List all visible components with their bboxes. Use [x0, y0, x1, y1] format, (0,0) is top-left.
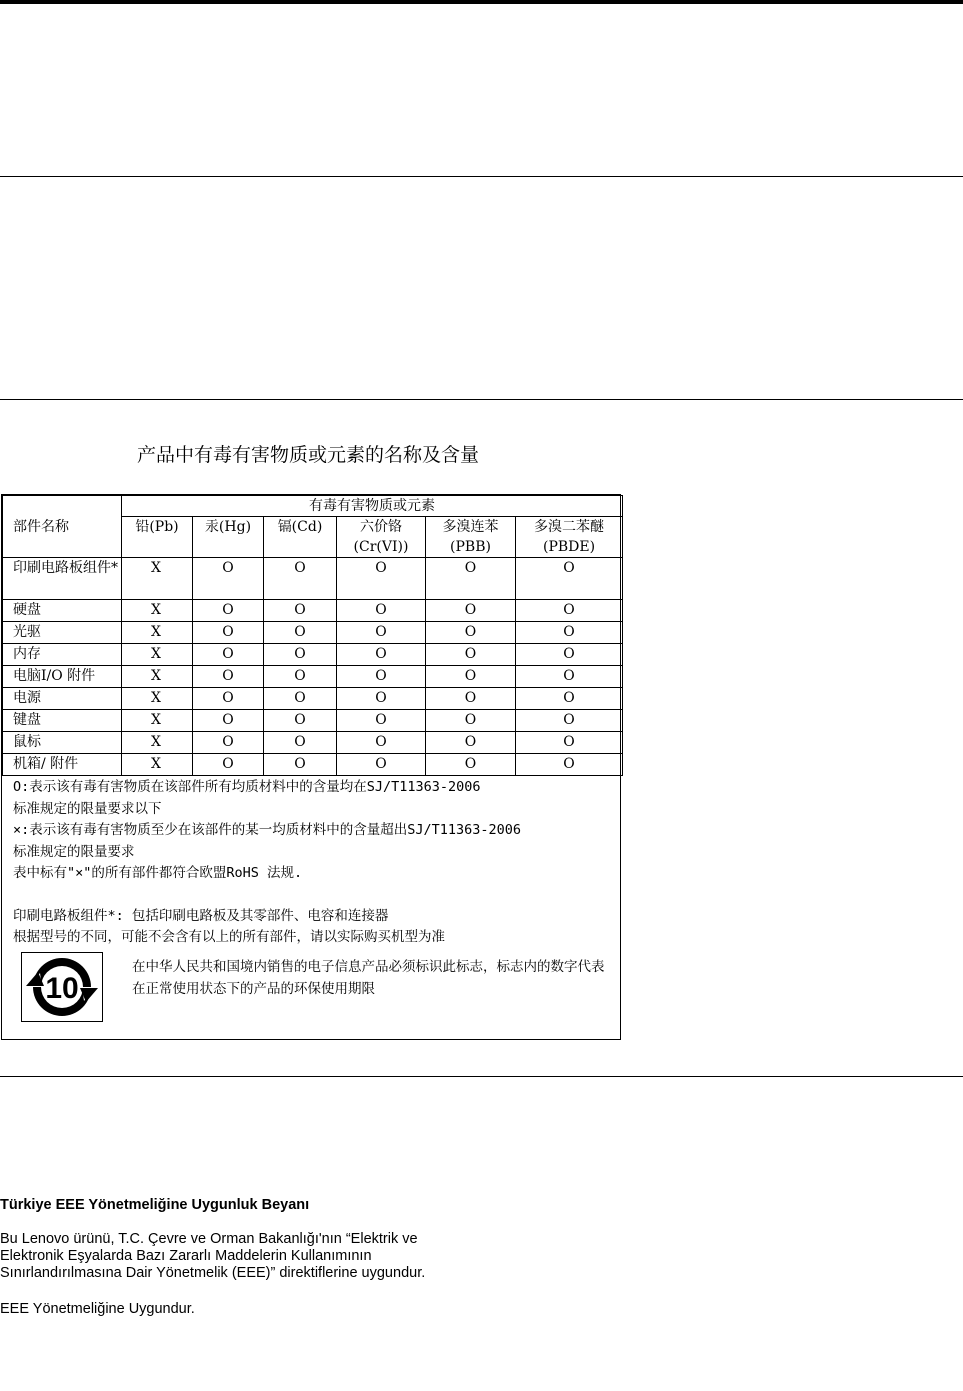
table-row: [3, 558, 623, 600]
substance-value-cell: X: [122, 732, 193, 754]
section-divider: [0, 399, 963, 400]
part-name-cell: 机箱/ 附件: [3, 754, 122, 776]
substance-value-cell: O: [426, 622, 516, 644]
substance-column-header: 六价铬 (Cr(VI)): [337, 517, 426, 558]
substance-value-cell: O: [426, 558, 516, 600]
substance-value-cell: O: [426, 710, 516, 732]
turkey-body-line: Bu Lenovo ürünü, T.C. Çevre ve Orman Bakanlığı'nın “Elektrik ve: [0, 1231, 418, 1247]
substance-value-cell: O: [516, 710, 623, 732]
part-name-header: 部件名称: [3, 496, 122, 558]
part-name-cell: 电源: [3, 688, 122, 710]
part-name-cell: 光驱: [3, 622, 122, 644]
turkey-declaration-title: Türkiye EEE Yönetmeliğine Uygunluk Beyanı: [0, 1197, 310, 1213]
substance-value-cell: O: [337, 754, 426, 776]
table-row: [3, 666, 623, 688]
substance-value-cell: O: [516, 622, 623, 644]
substance-value-cell: O: [193, 558, 264, 600]
substance-value-cell: O: [193, 732, 264, 754]
table-notes: [13, 777, 613, 949]
note-line: 标准规定的限量要求: [13, 843, 135, 860]
substance-value-cell: O: [264, 754, 337, 776]
section-divider: [0, 1076, 963, 1077]
substance-value-cell: O: [426, 688, 516, 710]
substance-value-cell: X: [122, 622, 193, 644]
rohs-declaration-box: [1, 494, 621, 1040]
part-name-cell: 键盘: [3, 710, 122, 732]
turkey-declaration-footer: EEE Yönetmeliğine Uygundur.: [0, 1301, 195, 1317]
substance-value-cell: O: [337, 558, 426, 600]
substance-value-cell: O: [426, 666, 516, 688]
table-row: [3, 644, 623, 666]
substance-value-cell: X: [122, 754, 193, 776]
substance-value-cell: O: [264, 688, 337, 710]
substance-value-cell: O: [264, 710, 337, 732]
part-name-cell: 鼠标: [3, 732, 122, 754]
table-row: [3, 622, 623, 644]
table-row: [3, 688, 623, 710]
substance-value-cell: O: [426, 600, 516, 622]
substance-value-cell: O: [193, 710, 264, 732]
epup-description: 在中华人民共和国境内销售的电子信息产品必须标识此标志，标志内的数字代表在正常使用状态下的产品的环保使用期限: [132, 959, 605, 997]
turkey-body-line: Elektronik Eşyalarda Bazı Zararlı Maddelerin Kullanımının: [0, 1248, 372, 1264]
substance-value-cell: X: [122, 558, 193, 600]
substance-value-cell: O: [193, 688, 264, 710]
substance-column-header: 多溴连苯 (PBB): [426, 517, 516, 558]
table-row: [3, 754, 623, 776]
substance-column-header: 镉(Cd): [264, 517, 337, 558]
note-line: 标准规定的限量要求以下: [13, 800, 162, 817]
substance-column-header: 汞(Hg): [193, 517, 264, 558]
substance-value-cell: X: [122, 600, 193, 622]
part-name-cell: 硬盘: [3, 600, 122, 622]
note-spacer: [13, 885, 613, 906]
substance-value-cell: O: [193, 666, 264, 688]
substance-value-cell: O: [193, 622, 264, 644]
substance-value-cell: O: [337, 622, 426, 644]
rohs-title: 产品中有毒有害物质或元素的名称及含量: [137, 444, 480, 466]
substance-value-cell: O: [516, 600, 623, 622]
note-line: ×:表示该有毒有害物质至少在该部件的某一均质材料中的含量超出SJ/T11363-2006: [13, 822, 522, 838]
substances-header: 有毒有害物质或元素: [122, 496, 623, 517]
section-divider: [0, 176, 963, 177]
part-name-cell: 内存: [3, 644, 122, 666]
substance-value-cell: O: [516, 732, 623, 754]
turkey-declaration-body: [0, 1231, 425, 1282]
note-line: O:表示该有毒有害物质在该部件所有均质材料中的含量均在SJ/T11363-2006: [13, 779, 481, 795]
substance-value-cell: O: [264, 732, 337, 754]
top-rule: [0, 0, 963, 4]
table-row: [3, 710, 623, 732]
part-name-cell: 印刷电路板组件*: [3, 558, 122, 600]
substance-value-cell: O: [516, 644, 623, 666]
turkey-eee-declaration: [0, 1197, 425, 1318]
substance-value-cell: X: [122, 688, 193, 710]
substance-value-cell: O: [337, 666, 426, 688]
substance-value-cell: O: [516, 688, 623, 710]
substance-value-cell: O: [193, 644, 264, 666]
substance-value-cell: O: [426, 754, 516, 776]
turkey-body-line: Sınırlandırılmasına Dair Yönetmelik (EEE)” direktiflerine uygundur.: [0, 1265, 426, 1281]
substance-value-cell: O: [337, 644, 426, 666]
table-row: [3, 732, 623, 754]
substance-value-cell: O: [264, 644, 337, 666]
substance-value-cell: O: [264, 600, 337, 622]
table-row: [3, 600, 623, 622]
substance-value-cell: O: [337, 688, 426, 710]
epup-number: 10: [45, 972, 79, 1005]
note-line: 根据型号的不同，可能不会含有以上的所有部件，请以实际购买机型为准: [13, 929, 445, 945]
note-line: 表中标有"×"的所有部件都符合欧盟RoHS 法规.: [13, 865, 303, 881]
environmental-protection-use-period-logo: [21, 952, 103, 1022]
substance-value-cell: O: [193, 600, 264, 622]
substance-value-cell: O: [337, 732, 426, 754]
substance-value-cell: X: [122, 710, 193, 732]
substance-value-cell: O: [516, 666, 623, 688]
substance-value-cell: X: [122, 644, 193, 666]
substance-value-cell: O: [516, 754, 623, 776]
substance-value-cell: O: [337, 710, 426, 732]
part-name-cell: 电脑I/O 附件: [3, 666, 122, 688]
substance-value-cell: O: [264, 622, 337, 644]
hazardous-substances-table: [2, 495, 623, 776]
substance-value-cell: O: [264, 666, 337, 688]
substance-column-header: 多溴二苯醚 (PBDE): [516, 517, 623, 558]
substance-value-cell: X: [122, 666, 193, 688]
substance-value-cell: O: [337, 600, 426, 622]
substance-value-cell: O: [193, 754, 264, 776]
substance-value-cell: O: [426, 732, 516, 754]
substance-value-cell: O: [264, 558, 337, 600]
note-line: 印刷电路板组件*: 包括印刷电路板及其零部件、电容和连接器: [13, 907, 389, 924]
substance-value-cell: O: [426, 644, 516, 666]
substance-value-cell: O: [516, 558, 623, 600]
substance-column-header: 铅(Pb): [122, 517, 193, 558]
